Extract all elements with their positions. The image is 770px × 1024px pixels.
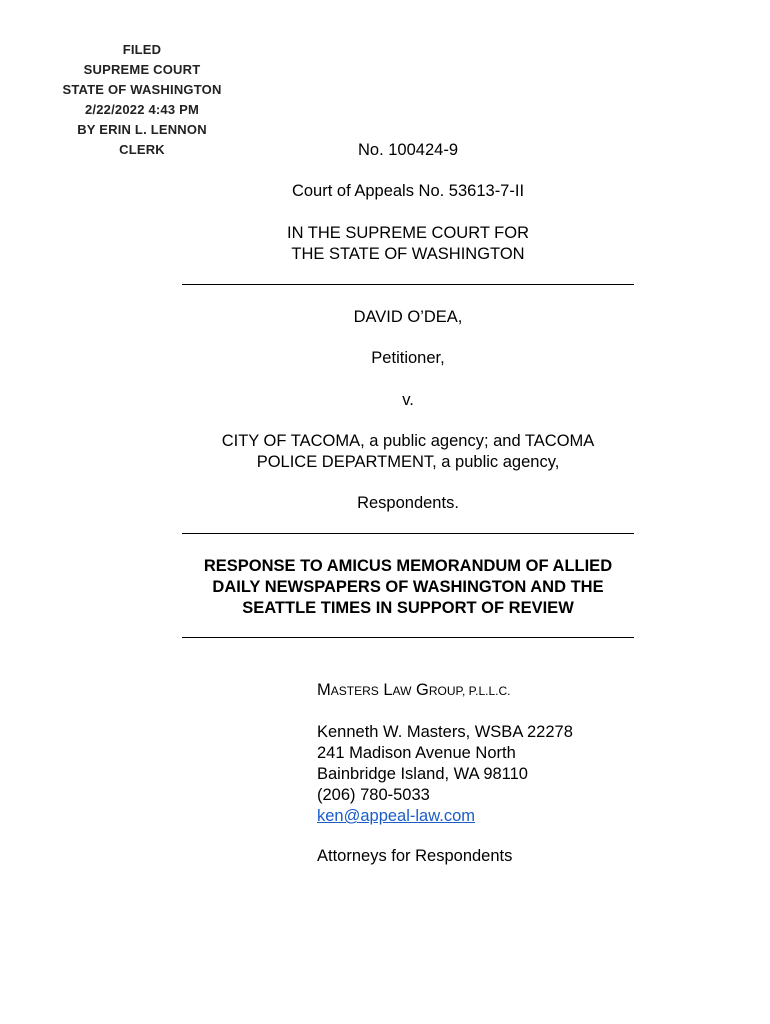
address-line-2: Bainbridge Island, WA 98110 [317,765,528,783]
respondent-line-2: POLICE DEPARTMENT, a public agency, [256,453,560,471]
stamp-state: STATE OF WASHINGTON [62,82,222,97]
divider [182,533,634,534]
law-firm-name: MASTERS LAW GROUP, P.L.L.C. [317,681,511,699]
petitioner-name: DAVID O’DEA, [353,308,463,326]
case-number: No. 100424-9 [358,141,458,159]
stamp-date: 2/22/2022 4:43 PM [85,102,199,117]
attorneys-for: Attorneys for Respondents [317,847,513,865]
court-line-1: IN THE SUPREME COURT FOR [286,224,530,242]
versus: v. [402,391,414,409]
email-link[interactable]: ken@appeal-law.com [317,807,475,825]
attorney-contact [317,722,573,827]
address-line-1: 241 Madison Avenue North [317,744,516,762]
divider [182,637,634,638]
respondent-role: Respondents. [357,494,459,512]
title-line-1: RESPONSE TO AMICUS MEMORANDUM OF ALLIED [203,557,613,575]
court-name [182,223,634,265]
title-line-3: SEATTLE TIMES IN SUPPORT OF REVIEW [242,599,574,617]
respondent-names [182,431,634,473]
appeals-number: Court of Appeals No. 53613-7-II [291,182,525,200]
title-line-2: DAILY NEWSPAPERS OF WASHINGTON AND THE [212,578,604,596]
petitioner-role: Petitioner, [371,349,445,367]
phone: (206) 780-5033 [317,786,430,804]
stamp-clerk-name: BY ERIN L. LENNON [77,122,207,137]
attorney-name: Kenneth W. Masters, WSBA 22278 [317,723,573,741]
court-line-2: THE STATE OF WASHINGTON [291,245,525,263]
stamp-court: SUPREME COURT [83,62,201,77]
respondent-line-1: CITY OF TACOMA, a public agency; and TACOMA [221,432,595,450]
divider [182,284,634,285]
document-title [182,556,634,619]
stamp-clerk: CLERK [119,142,165,157]
stamp-filed: FILED [122,42,162,57]
